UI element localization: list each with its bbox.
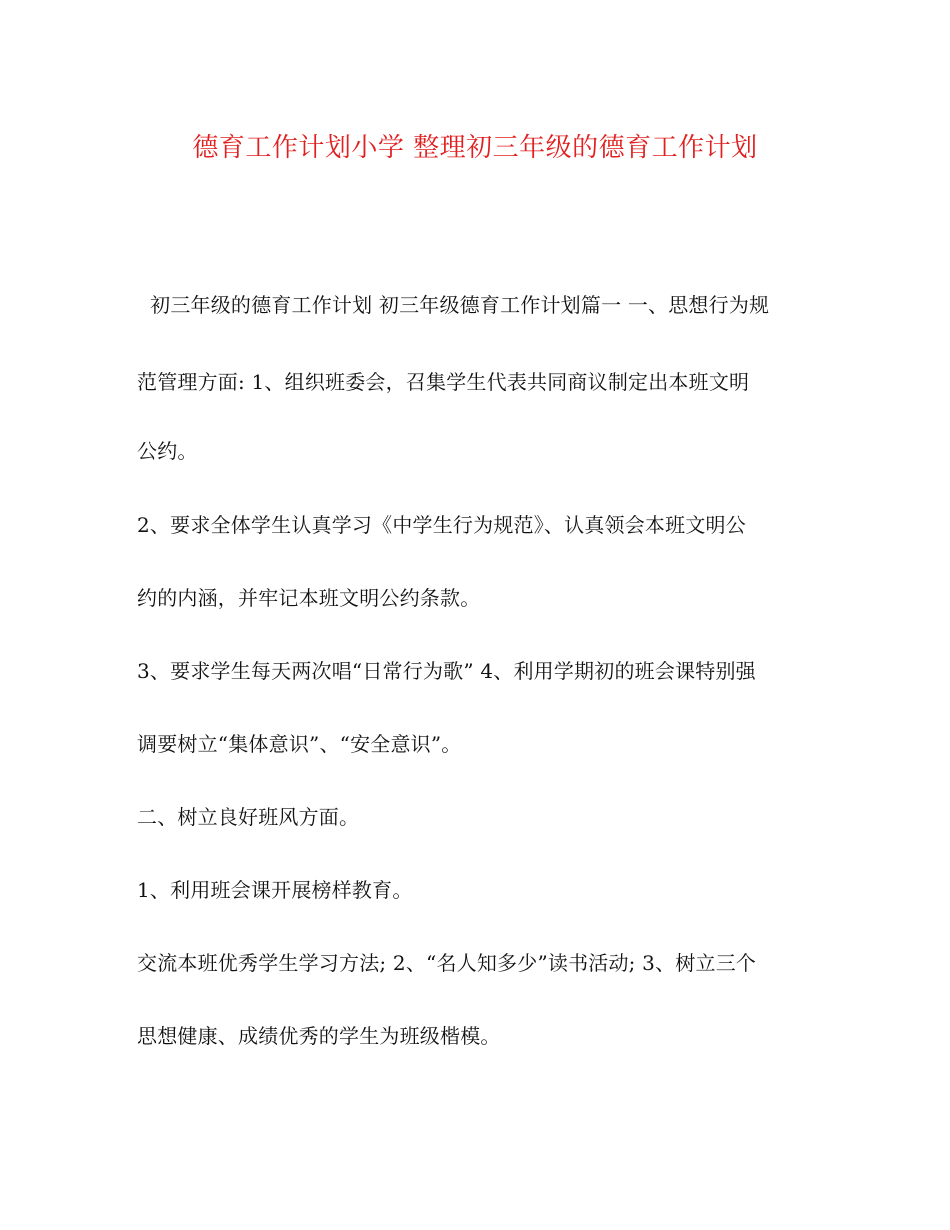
body-line: 调要树立“集体意识”、“安全意识”。 — [137, 732, 462, 756]
section-heading: 二、树立良好班风方面。 — [137, 805, 360, 829]
body-line: 约的内涵，并牢记本班文明公约条款。 — [137, 586, 481, 610]
body-line: 思想健康、成绩优秀的学生为班级楷模。 — [137, 1024, 501, 1048]
body-line: 交流本班优秀学生学习方法; 2、“名人知多少”读书活动; 3、树立三个 — [137, 951, 757, 975]
body-line: 2、要求全体学生认真学习《中学生行为规范》、认真领会本班文明公 — [137, 513, 746, 537]
body-line: 公约。 — [137, 439, 198, 463]
document-title: 德育工作计划小学 整理初三年级的德育工作计划 — [192, 133, 758, 163]
body-line: 初三年级的德育工作计划 初三年级德育工作计划篇一 一、思想行为规 — [137, 293, 770, 317]
body-line: 范管理方面: 1、组织班委会，召集学生代表共同商议制定出本班文明 — [137, 370, 750, 394]
body-line: 1、利用班会课开展榜样教育。 — [137, 878, 413, 902]
body-line: 3、要求学生每天两次唱“日常行为歌” 4、利用学期初的班会课特别强 — [137, 659, 756, 683]
